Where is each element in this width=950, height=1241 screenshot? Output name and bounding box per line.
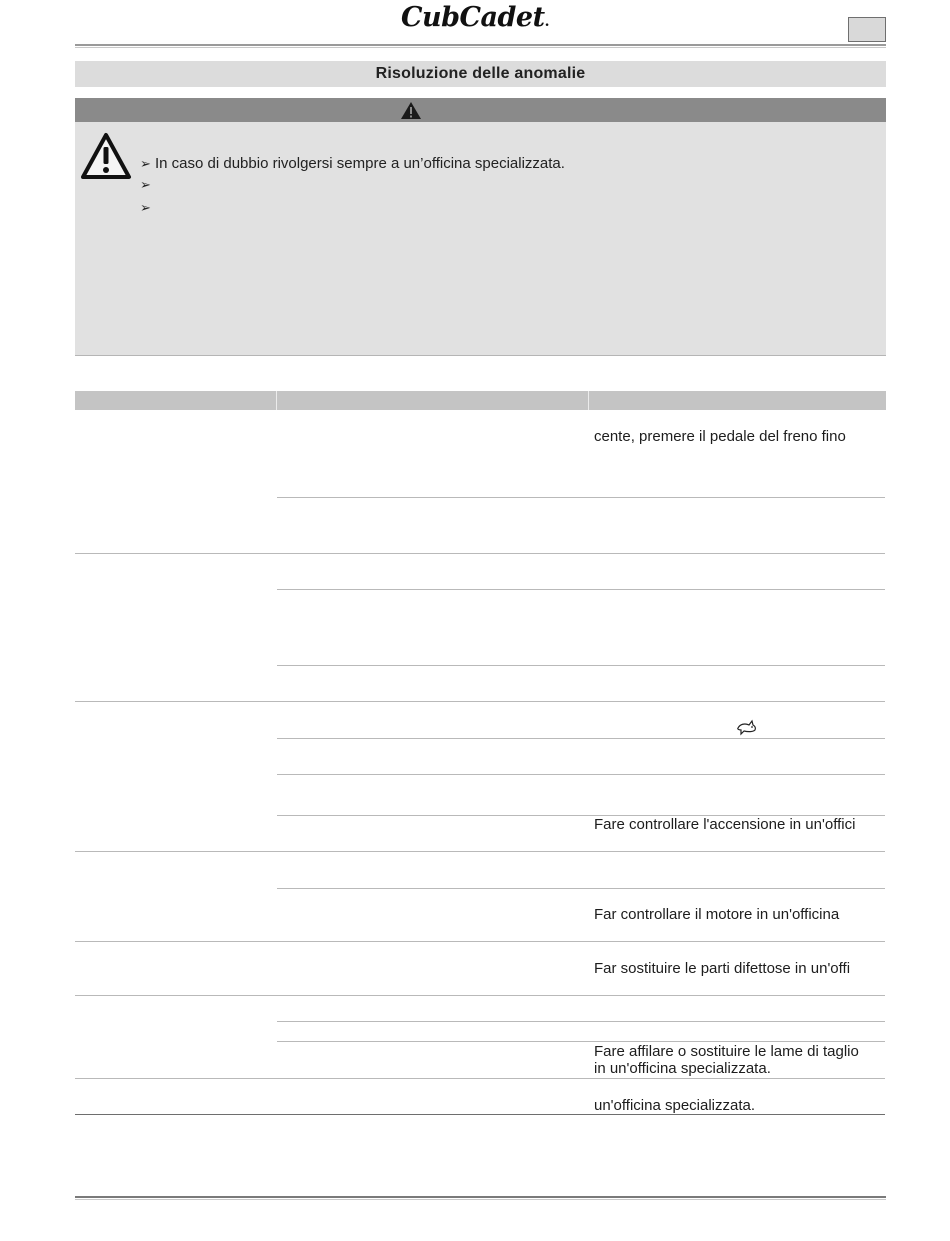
row-divider — [277, 589, 885, 590]
warning-header-bar — [75, 98, 886, 122]
warning-triangle-icon — [400, 101, 422, 120]
warning-bullet-1: In caso di dubbio rivolgersi sempre a un’officina specializzata. — [155, 155, 565, 172]
table-header-cell — [277, 391, 589, 410]
table-bottom-border — [75, 1114, 885, 1115]
row-divider — [277, 888, 885, 889]
row-divider — [277, 1041, 885, 1042]
row-divider — [75, 995, 885, 996]
row-divider — [75, 701, 885, 702]
section-title-bar — [75, 61, 886, 87]
table-cell-remedy: Fare affilare o sostituire le lame di taglio — [594, 1043, 859, 1060]
warning-triangle-icon — [80, 132, 132, 180]
rabbit-icon — [736, 718, 758, 736]
header-rule — [75, 44, 886, 48]
brand-logo: CubCadet. — [401, 2, 549, 33]
row-divider — [75, 1078, 885, 1079]
table-cell-remedy: un'officina specializzata. — [594, 1097, 756, 1114]
table-cell-remedy: in un'officina specializzata. — [594, 1060, 771, 1077]
row-divider — [75, 941, 885, 942]
table-cell-remedy: Far sostituire le parti difettose in un'offi — [594, 960, 851, 977]
table-header — [75, 391, 886, 410]
row-divider — [277, 497, 885, 498]
bullet-arrow-icon: ➢ — [140, 200, 151, 215]
table-cell-remedy: Far controllare il motore in un'officina — [594, 906, 840, 923]
row-divider — [75, 851, 885, 852]
table-header-cell — [589, 391, 885, 410]
table-header-cell — [75, 391, 277, 410]
row-divider — [277, 738, 885, 739]
row-divider — [277, 1021, 885, 1022]
table-cell-remedy: Fare controllare l'accensione in un'offici — [594, 816, 856, 833]
bullet-arrow-icon: ➢ — [140, 177, 151, 192]
table-cell-remedy: cente, premere il pedale del freno fino — [594, 428, 846, 445]
footer-rule — [75, 1196, 886, 1200]
page-number-box — [848, 17, 886, 42]
bullet-arrow-icon: ➢ — [140, 156, 151, 171]
page-title: Risoluzione delle anomalie — [375, 65, 586, 82]
row-divider — [277, 774, 885, 775]
row-divider — [277, 665, 885, 666]
row-divider — [75, 553, 885, 554]
